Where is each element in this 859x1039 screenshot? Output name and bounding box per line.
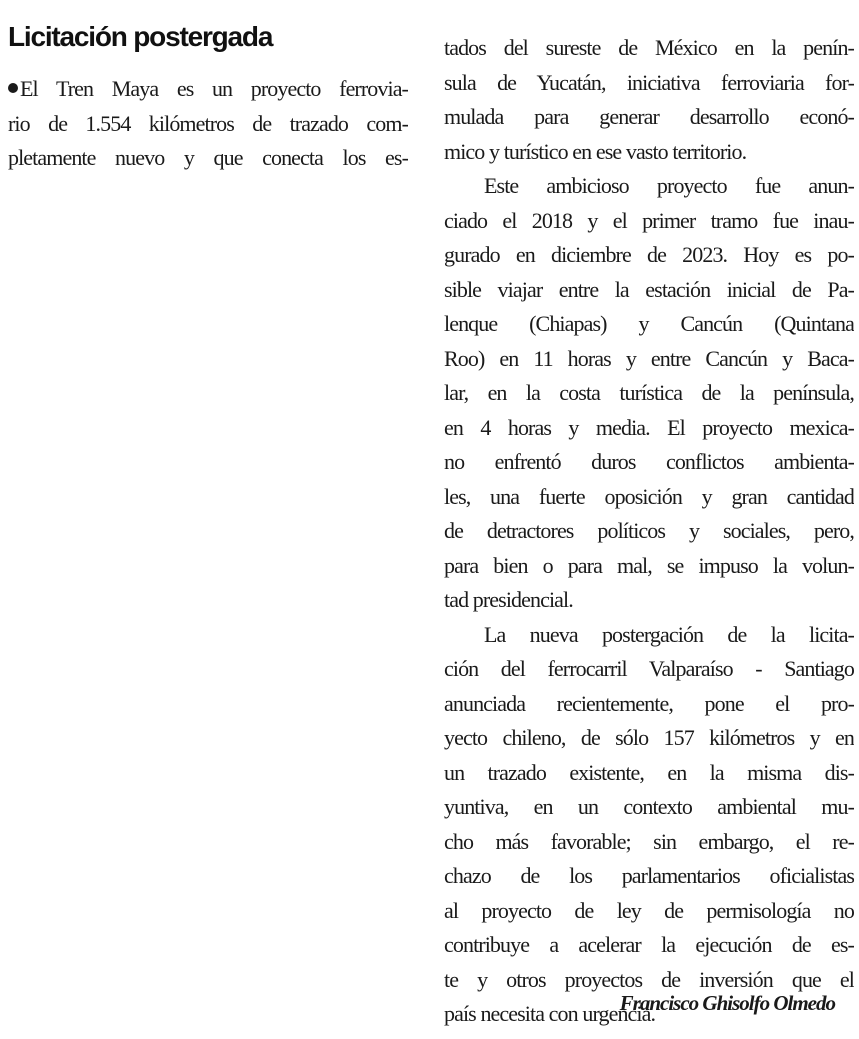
line-text: El Tren Maya es un proyecto ferrovia- bbox=[20, 76, 408, 101]
bullet-icon bbox=[8, 83, 18, 93]
text-line: mico y turístico en ese vasto territorio. bbox=[444, 138, 747, 164]
left-column bbox=[8, 72, 408, 176]
text-line: un trazado existente, en la misma dis- bbox=[444, 759, 854, 785]
text-line: cho más favorable; sin embargo, el re- bbox=[444, 828, 854, 854]
text-line: al proyecto de ley de permisología no bbox=[444, 897, 854, 923]
text-line: rio de 1.554 kilómetros de trazado com- bbox=[8, 110, 408, 136]
text-line: yecto chileno, de sólo 157 kilómetros y en bbox=[444, 725, 854, 750]
text-line: mulada para generar desarrollo econó- bbox=[444, 104, 854, 129]
text-line: les, una fuerte oposición y gran cantidad bbox=[444, 483, 854, 509]
author-signature: Francisco Ghisolfo Olmedo bbox=[619, 991, 835, 1015]
text-line: Roo) en 11 horas y entre Cancún y Baca- bbox=[444, 345, 854, 371]
text-line: lenque (Chiapas) y Cancún (Quintana bbox=[444, 311, 854, 336]
text-line: contribuye a acelerar la ejecución de es- bbox=[444, 932, 854, 957]
text-line: ción del ferrocarril Valparaíso - Santiago bbox=[444, 656, 854, 681]
article-headline: Licitación postergada bbox=[8, 21, 273, 52]
text-line: anunciada recientemente, pone el pro- bbox=[444, 690, 854, 716]
text-line: yuntiva, en un contexto ambiental mu- bbox=[444, 794, 854, 819]
text-line: para bien o para mal, se impuso la volun- bbox=[444, 552, 854, 578]
text-line: sula de Yucatán, iniciativa ferroviaria for- bbox=[444, 69, 854, 95]
text-line: chazo de los parlamentarios oficialistas bbox=[444, 863, 854, 888]
right-column bbox=[444, 31, 854, 1032]
text-line bbox=[8, 72, 408, 107]
text-line: La nueva postergación de la licita- bbox=[484, 621, 854, 647]
text-line: ciado el 2018 y el primer tramo fue inau- bbox=[444, 207, 854, 233]
text-line: Este ambicioso proyecto fue anun- bbox=[484, 173, 854, 198]
text-line: lar, en la costa turística de la península, bbox=[444, 380, 854, 405]
text-line: no enfrentó duros conflictos ambienta- bbox=[444, 449, 854, 474]
text-line: gurado en diciembre de 2023. Hoy es po- bbox=[444, 242, 854, 267]
text-line: sible viajar entre la estación inicial de Pa- bbox=[444, 276, 854, 302]
text-line: tados del sureste de México en la penín- bbox=[444, 35, 854, 60]
text-line: pletamente nuevo y que conecta los es- bbox=[8, 145, 408, 170]
text-line: de detractores políticos y sociales, pero, bbox=[444, 518, 854, 543]
text-line: te y otros proyectos de inversión que el bbox=[444, 966, 854, 992]
text-line: tad presidencial. bbox=[444, 587, 573, 612]
text-line: en 4 horas y media. El proyecto mexica- bbox=[444, 414, 854, 440]
text-line: país necesita con urgencia. bbox=[444, 1001, 656, 1026]
